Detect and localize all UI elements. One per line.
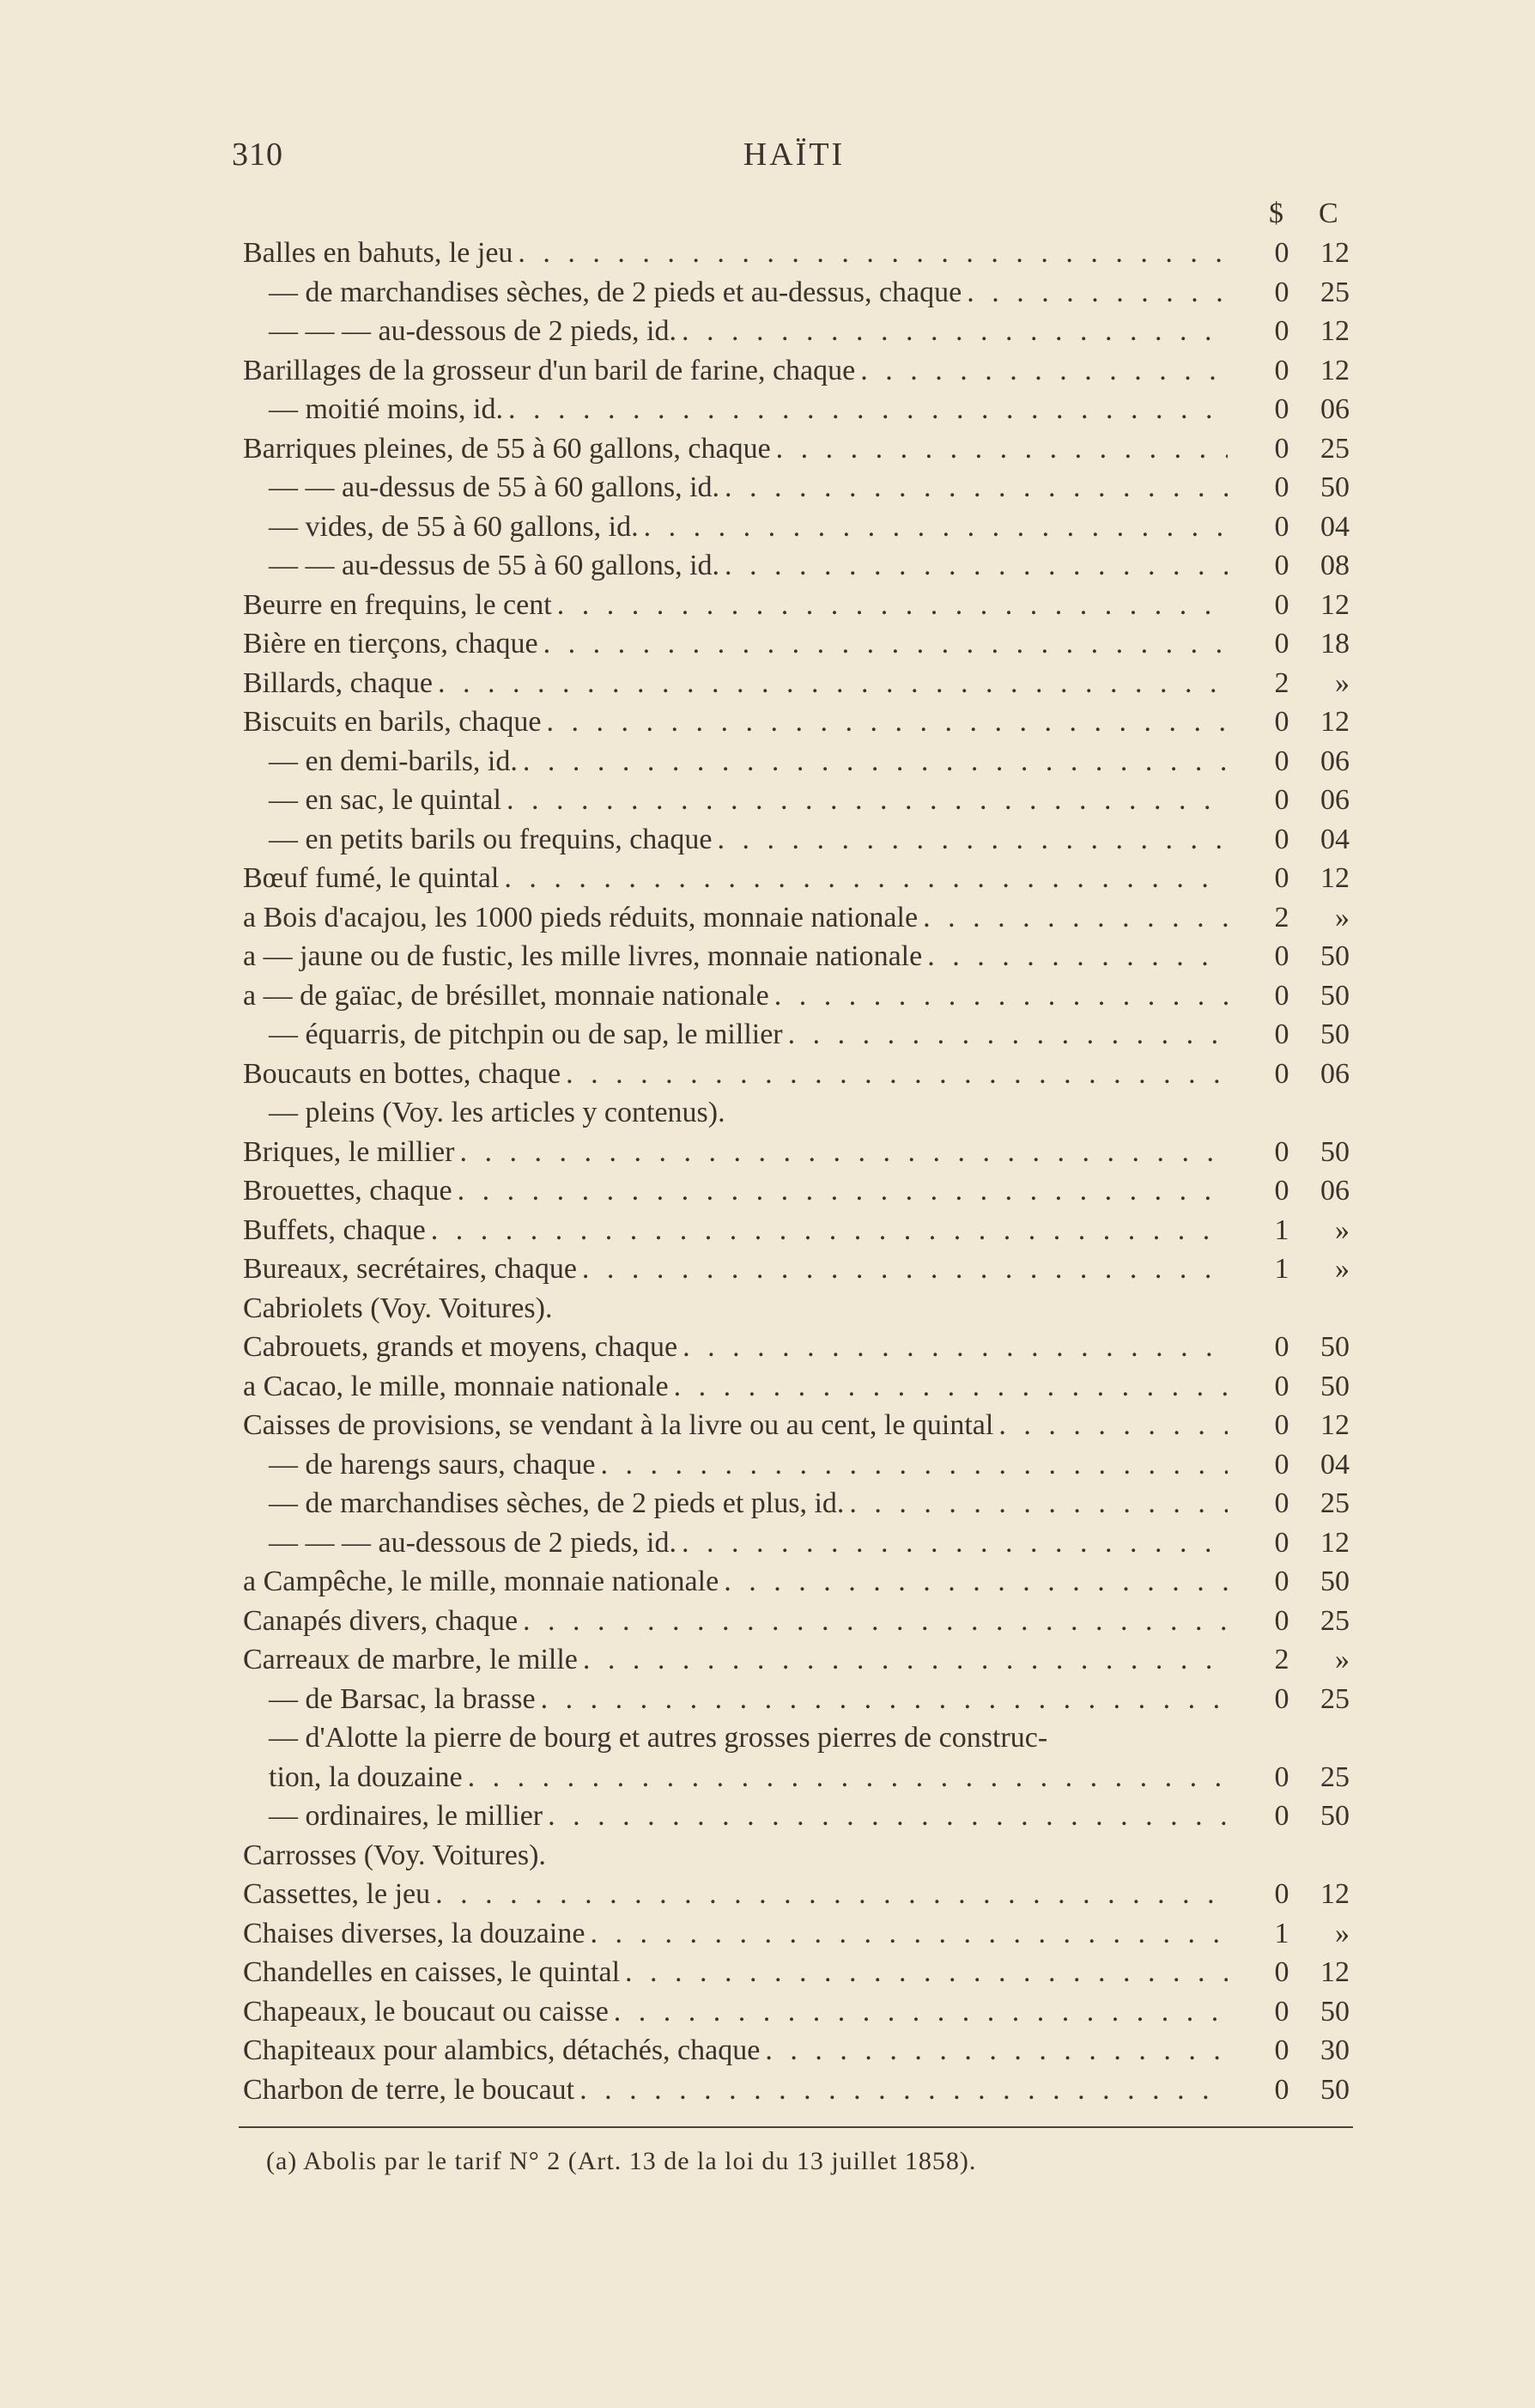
- tariff-item-label-wrap: [243, 781, 1228, 820]
- tariff-item-label: — en demi-barils, id.: [269, 745, 518, 777]
- page-number: 310: [232, 137, 283, 173]
- cents-value: 50: [1320, 471, 1350, 503]
- tariff-item-label-wrap: [243, 1055, 1228, 1094]
- tariff-item-label: — vides, de 55 à 60 gallons, id.: [269, 510, 639, 543]
- dollar-value: 0: [1274, 276, 1289, 308]
- leader-dots: [614, 1992, 1228, 2032]
- tariff-item-label-wrap: [243, 1250, 1228, 1289]
- tariff-row: [243, 2071, 1356, 2110]
- dollar-value: 0: [1274, 1409, 1289, 1441]
- leader-dots: [518, 234, 1228, 273]
- leader-dots: [682, 1523, 1228, 1563]
- tariff-item-label: Beurre en frequins, le cent: [243, 588, 552, 621]
- tariff-item-label: Charbon de terre, le boucaut: [243, 2073, 575, 2106]
- tariff-item-label-wrap: [243, 234, 1228, 273]
- tariff-item-label-wrap: [243, 898, 1228, 938]
- tariff-item-label: Brouettes, chaque: [243, 1175, 452, 1207]
- leader-dots: [927, 937, 1228, 976]
- dollar-value: 0: [1274, 2073, 1289, 2106]
- cents-value: 12: [1320, 1878, 1350, 1910]
- cents-value: 12: [1320, 315, 1350, 347]
- leader-dots: [435, 1875, 1228, 1914]
- tariff-item-label: — d'Alotte la pierre de bourg et autres grosses pierres de construc-: [269, 1722, 1048, 1754]
- tariff-item-label: — — au-dessus de 55 à 60 gallons, id.: [269, 471, 720, 503]
- leader-dots: [683, 1328, 1228, 1367]
- cents-value: 50: [1320, 2073, 1350, 2106]
- tariff-row: [243, 1758, 1356, 1797]
- dollar-value: 0: [1274, 1956, 1289, 1988]
- tariff-item-label: Bureaux, secrétaires, chaque: [243, 1253, 577, 1285]
- dollar-value: 0: [1274, 237, 1289, 269]
- tariff-item-label: a Cacao, le mille, monnaie nationale: [243, 1370, 669, 1402]
- tariff-item-label-wrap: [243, 702, 1228, 742]
- tariff-row: [243, 1133, 1356, 1172]
- leader-dots: [682, 312, 1228, 351]
- cents-value: 04: [1320, 1448, 1350, 1481]
- tariff-item-label: Balles en bahuts, le jeu: [243, 237, 513, 269]
- dollar-value: 0: [1274, 1526, 1289, 1559]
- tariff-list: [243, 234, 1356, 2109]
- cents-value: 50: [1320, 1566, 1350, 1597]
- leader-dots: [625, 1953, 1228, 1992]
- tariff-item-label-wrap: [243, 1562, 1228, 1602]
- leader-dots: [458, 1171, 1228, 1211]
- tariff-item-label: Bœuf fumé, le quintal: [243, 862, 500, 894]
- tariff-item-label: — pleins (Voy. les articles y contenus).: [269, 1097, 725, 1128]
- tariff-item-label: a Campêche, le mille, monnaie nationale: [243, 1566, 719, 1597]
- tariff-item-label-wrap: [243, 1289, 1228, 1329]
- leader-dots: [582, 1250, 1228, 1289]
- leader-dots: [998, 1406, 1228, 1445]
- tariff-row: [243, 1093, 1356, 1133]
- dollar-value: 0: [1274, 940, 1289, 972]
- tariff-item-label: Carrosses (Voy. Voitures).: [243, 1839, 546, 1871]
- leader-dots: [508, 390, 1228, 429]
- tariff-row: [243, 1836, 1356, 1876]
- tariff-item-label: Boucauts en bottes, chaque: [243, 1057, 561, 1090]
- cents-value: 08: [1320, 550, 1350, 581]
- tariff-item-label: Biscuits en barils, chaque: [243, 706, 542, 738]
- cents-value: 06: [1320, 1057, 1350, 1090]
- tariff-row: [243, 624, 1356, 664]
- tariff-item-label: Cabrouets, grands et moyens, chaque: [243, 1331, 678, 1363]
- dollar-value: 2: [1274, 901, 1289, 933]
- tariff-row: [243, 1875, 1356, 1914]
- dollar-value: 0: [1274, 393, 1289, 425]
- tariff-row: [243, 1171, 1356, 1211]
- cents-value: »: [1335, 901, 1350, 933]
- tariff-row: [243, 390, 1356, 429]
- tariff-row: [243, 234, 1356, 273]
- cents-value: 12: [1320, 588, 1350, 621]
- tariff-item-label-wrap: [243, 1015, 1228, 1055]
- dollar-value: 0: [1274, 471, 1289, 503]
- cents-value: »: [1335, 1213, 1350, 1246]
- tariff-item-label: — moitié moins, id.: [269, 393, 503, 425]
- tariff-item-label-wrap: [243, 1523, 1228, 1563]
- tariff-item-label: — de marchandises sèches, de 2 pieds et au-dessus, chaque: [269, 276, 962, 308]
- leader-dots: [438, 664, 1228, 703]
- tariff-row: [243, 1914, 1356, 1954]
- cents-value: 12: [1320, 706, 1350, 738]
- tariff-item-label-wrap: [243, 1211, 1228, 1250]
- cents-value: 50: [1320, 1135, 1350, 1168]
- tariff-item-label-wrap: [243, 1797, 1228, 1836]
- tariff-item-label-wrap: [243, 742, 1228, 781]
- leader-dots: [725, 468, 1228, 508]
- tariff-item-label-wrap: [243, 1602, 1228, 1641]
- dollar-value: 0: [1274, 1878, 1289, 1910]
- cents-value: 25: [1320, 276, 1350, 308]
- leader-dots: [590, 1914, 1228, 1954]
- cents-value: »: [1335, 1917, 1350, 1949]
- tariff-item-label: Briques, le millier: [243, 1135, 455, 1168]
- dollar-value: 2: [1274, 666, 1289, 699]
- tariff-item-label: Chaises diverses, la douzaine: [243, 1917, 585, 1949]
- leader-dots: [788, 1015, 1228, 1055]
- dollar-value: 0: [1274, 1604, 1289, 1637]
- cents-value: 25: [1320, 1604, 1350, 1637]
- leader-dots: [600, 1445, 1228, 1485]
- dollar-value: 0: [1274, 1487, 1289, 1519]
- dollar-value: 0: [1274, 1448, 1289, 1481]
- tariff-row: [243, 1992, 1356, 2032]
- tariff-row: [243, 1015, 1356, 1055]
- leader-dots: [504, 859, 1228, 898]
- dollar-value: 0: [1274, 1682, 1289, 1715]
- tariff-item-label: Buffets, chaque: [243, 1213, 426, 1246]
- tariff-item-label-wrap: [243, 859, 1228, 898]
- tariff-item-label: tion, la douzaine: [269, 1760, 463, 1793]
- tariff-item-label: a — jaune ou de fustic, les mille livres, monnaie nationale: [243, 940, 923, 972]
- tariff-item-label: Bière en tierçons, chaque: [243, 628, 538, 660]
- tariff-item-label-wrap: [243, 1680, 1228, 1719]
- tariff-row: [243, 1367, 1356, 1407]
- cents-value: 50: [1320, 940, 1350, 972]
- dollar-value: 0: [1274, 510, 1289, 543]
- cents-value: »: [1335, 1644, 1350, 1675]
- dollar-value: 0: [1274, 1760, 1289, 1793]
- dollar-value: 0: [1274, 354, 1289, 386]
- dollar-value: 1: [1274, 1917, 1289, 1949]
- tariff-row: [243, 1640, 1356, 1680]
- tariff-row: [243, 546, 1356, 586]
- leader-dots: [548, 1797, 1228, 1836]
- cents-value: 12: [1320, 354, 1350, 386]
- tariff-row: [243, 781, 1356, 820]
- leader-dots: [765, 2031, 1228, 2071]
- cents-value: 12: [1320, 1409, 1350, 1441]
- dollar-value: 0: [1274, 1995, 1289, 2028]
- tariff-item-label-wrap: [243, 546, 1228, 586]
- tariff-item-label: Cabriolets (Voy. Voitures).: [243, 1292, 553, 1324]
- leader-dots: [566, 1055, 1228, 1094]
- cents-value: 25: [1320, 1760, 1350, 1793]
- dollar-value: 0: [1274, 550, 1289, 581]
- running-title: HAÏTI: [743, 137, 846, 173]
- cents-value: 06: [1320, 745, 1350, 777]
- tariff-row: [243, 1250, 1356, 1289]
- leader-dots: [579, 2071, 1228, 2110]
- tariff-item-label: Chapiteaux pour alambics, détachés, chaque: [243, 2034, 761, 2066]
- footnote: (a) Abolis par le tarif N° 2 (Art. 13 de la loi du 13 juillet 1858).: [266, 2147, 977, 2175]
- leader-dots: [468, 1758, 1228, 1797]
- leader-dots: [776, 429, 1228, 469]
- tariff-row: [243, 312, 1356, 351]
- tariff-item-label: — en sac, le quintal: [269, 784, 501, 816]
- tariff-item-label-wrap: [243, 1953, 1228, 1992]
- leader-dots: [523, 1602, 1228, 1641]
- tariff-row: [243, 351, 1356, 391]
- tariff-item-label: Caisses de provisions, se vendant à la livre ou au cent, le quintal: [243, 1409, 994, 1441]
- tariff-item-label: Canapés divers, chaque: [243, 1604, 519, 1637]
- tariff-item-label-wrap: [243, 1133, 1228, 1172]
- tariff-item-label: — en petits barils ou frequins, chaque: [269, 823, 713, 855]
- tariff-item-label: — de marchandises sèches, de 2 pieds et plus, id.: [269, 1487, 845, 1519]
- tariff-row: [243, 429, 1356, 469]
- leader-dots: [546, 702, 1228, 742]
- cents-value: 50: [1320, 1370, 1350, 1402]
- leader-dots: [717, 820, 1228, 860]
- cents-value: »: [1335, 666, 1350, 699]
- leader-dots: [507, 781, 1228, 820]
- tariff-row: [243, 2031, 1356, 2071]
- tariff-item-label: — de harengs saurs, chaque: [269, 1448, 596, 1481]
- leader-dots: [674, 1367, 1228, 1407]
- tariff-row: [243, 859, 1356, 898]
- dollar-value: 0: [1274, 823, 1289, 855]
- cents-value: 50: [1320, 1019, 1350, 1050]
- tariff-row: [243, 1328, 1356, 1367]
- leader-dots: [725, 546, 1228, 586]
- tariff-item-label-wrap: [243, 1836, 1228, 1876]
- tariff-row: [243, 664, 1356, 703]
- cents-value: 25: [1320, 1487, 1350, 1519]
- leader-dots: [583, 1640, 1228, 1680]
- cents-value: 12: [1320, 862, 1350, 894]
- tariff-item-label-wrap: [243, 390, 1228, 429]
- dollar-value: 1: [1274, 1253, 1289, 1285]
- tariff-item-label-wrap: [243, 586, 1228, 625]
- tariff-row: [243, 937, 1356, 976]
- tariff-row: [243, 1523, 1356, 1563]
- dollar-value: 0: [1274, 745, 1289, 777]
- tariff-item-label-wrap: [243, 273, 1228, 313]
- tariff-row: [243, 1406, 1356, 1445]
- tariff-item-label: Chapeaux, le boucaut ou caisse: [243, 1995, 609, 2028]
- leader-dots: [557, 586, 1228, 625]
- leader-dots: [523, 742, 1228, 781]
- tariff-item-label-wrap: [243, 468, 1228, 508]
- tariff-item-label-wrap: [243, 2031, 1228, 2071]
- dollar-value: 0: [1274, 862, 1289, 894]
- tariff-item-label: — — au-dessus de 55 à 60 gallons, id.: [269, 550, 720, 581]
- tariff-item-label-wrap: [243, 1406, 1228, 1445]
- tariff-item-label-wrap: [243, 1093, 1228, 1133]
- tariff-row: [243, 508, 1356, 547]
- tariff-row: [243, 273, 1356, 313]
- tariff-row: [243, 1953, 1356, 1992]
- dollar-value: 0: [1274, 1331, 1289, 1363]
- tariff-row: [243, 1055, 1356, 1094]
- tariff-item-label: Barillages de la grosseur d'un baril de farine, chaque: [243, 354, 856, 386]
- dollar-value: 0: [1274, 1057, 1289, 1090]
- cents-value: 12: [1320, 1526, 1350, 1559]
- tariff-item-label-wrap: [243, 1171, 1228, 1211]
- leader-dots: [644, 508, 1228, 547]
- cents-value: 25: [1320, 1682, 1350, 1715]
- tariff-item-label: — — — au-dessous de 2 pieds, id.: [269, 315, 677, 347]
- dollar-value: 0: [1274, 1135, 1289, 1168]
- cents-value: 06: [1320, 784, 1350, 816]
- tariff-item-label: — ordinaires, le millier: [269, 1800, 543, 1832]
- leader-dots: [849, 1484, 1228, 1523]
- dollar-value: 0: [1274, 588, 1289, 621]
- tariff-item-label-wrap: [243, 312, 1228, 351]
- cents-value: 50: [1320, 1995, 1350, 2028]
- tariff-item-label-wrap: [243, 1640, 1228, 1680]
- leader-dots: [923, 898, 1228, 938]
- cents-value: 06: [1320, 1175, 1350, 1207]
- tariff-item-label-wrap: [243, 1875, 1228, 1914]
- tariff-item-label: a — de gaïac, de brésillet, monnaie nationale: [243, 979, 769, 1012]
- tariff-row: [243, 1484, 1356, 1523]
- cents-value: 25: [1320, 432, 1350, 465]
- cents-value: 18: [1320, 628, 1350, 660]
- tariff-item-label-wrap: [243, 820, 1228, 860]
- leader-dots: [967, 273, 1228, 313]
- leader-dots: [860, 351, 1228, 391]
- leader-dots: [774, 976, 1228, 1016]
- dollar-value: 0: [1274, 2034, 1289, 2066]
- tariff-item-label: Cassettes, le jeu: [243, 1878, 431, 1910]
- tariff-item-label-wrap: [243, 1758, 1228, 1797]
- tariff-item-label-wrap: [243, 508, 1228, 547]
- tariff-row: [243, 468, 1356, 508]
- cents-value: 50: [1320, 1331, 1350, 1363]
- dollar-column-header: $: [1269, 198, 1283, 229]
- tariff-item-label-wrap: [243, 1328, 1228, 1367]
- page-header: [232, 136, 1356, 179]
- dollar-value: 0: [1274, 315, 1289, 347]
- cents-value: 50: [1320, 979, 1350, 1012]
- tariff-item-label-wrap: [243, 1367, 1228, 1407]
- dollar-value: 0: [1274, 1800, 1289, 1832]
- leader-dots: [431, 1211, 1228, 1250]
- dollar-value: 0: [1274, 1566, 1289, 1597]
- cents-value: 30: [1320, 2034, 1350, 2066]
- tariff-row: [243, 1289, 1356, 1329]
- cents-value: 04: [1320, 510, 1350, 543]
- tariff-item-label: — — — au-dessous de 2 pieds, id.: [269, 1526, 677, 1559]
- tariff-item-label-wrap: [243, 2071, 1228, 2110]
- dollar-value: 0: [1274, 1175, 1289, 1207]
- tariff-item-label-wrap: [243, 937, 1228, 976]
- tariff-row: [243, 820, 1356, 860]
- dollar-value: 0: [1274, 784, 1289, 816]
- tariff-row: [243, 898, 1356, 938]
- tariff-item-label: Barriques pleines, de 55 à 60 gallons, chaque: [243, 432, 771, 465]
- cents-column-header: C: [1319, 198, 1338, 229]
- dollar-value: 0: [1274, 979, 1289, 1012]
- dollar-value: 1: [1274, 1213, 1289, 1246]
- cents-value: 12: [1320, 237, 1350, 269]
- tariff-item-label-wrap: [243, 1484, 1228, 1523]
- tariff-item-label-wrap: [243, 1992, 1228, 2032]
- tariff-row: [243, 1680, 1356, 1719]
- tariff-row: [243, 742, 1356, 781]
- tariff-item-label-wrap: [243, 1445, 1228, 1485]
- tariff-row: [243, 976, 1356, 1016]
- dollar-value: 0: [1274, 432, 1289, 465]
- tariff-row: [243, 1797, 1356, 1836]
- tariff-row: [243, 1445, 1356, 1485]
- dollar-value: 2: [1274, 1644, 1289, 1675]
- footnote-rule: [239, 2126, 1353, 2128]
- tariff-item-label: Chandelles en caisses, le quintal: [243, 1956, 621, 1988]
- tariff-item-label: — de Barsac, la brasse: [269, 1682, 536, 1715]
- tariff-row: [243, 1211, 1356, 1250]
- cents-value: 50: [1320, 1800, 1350, 1832]
- leader-dots: [459, 1133, 1228, 1172]
- tariff-row: [243, 1602, 1356, 1641]
- tariff-item-label-wrap: [243, 351, 1228, 391]
- leader-dots: [541, 1680, 1228, 1719]
- leader-dots: [543, 624, 1228, 664]
- cents-value: 12: [1320, 1956, 1350, 1988]
- tariff-item-label: — équarris, de pitchpin ou de sap, le millier: [269, 1019, 783, 1050]
- tariff-item-label-wrap: [243, 624, 1228, 664]
- tariff-row: [243, 586, 1356, 625]
- dollar-value: 0: [1274, 706, 1289, 738]
- tariff-item-label: Carreaux de marbre, le mille: [243, 1644, 578, 1675]
- cents-value: 04: [1320, 823, 1350, 855]
- tariff-row: [243, 702, 1356, 742]
- leader-dots: [724, 1562, 1228, 1602]
- dollar-value: 0: [1274, 1370, 1289, 1402]
- tariff-row: [243, 1718, 1356, 1758]
- tariff-item-label-wrap: [243, 1718, 1356, 1758]
- tariff-item-label: a Bois d'acajou, les 1000 pieds réduits, monnaie nationale: [243, 901, 919, 933]
- tariff-item-label-wrap: [243, 664, 1228, 703]
- dollar-value: 0: [1274, 628, 1289, 660]
- tariff-item-label: Billards, chaque: [243, 666, 433, 699]
- tariff-row: [243, 1562, 1356, 1602]
- tariff-item-label-wrap: [243, 1914, 1228, 1954]
- cents-value: 06: [1320, 393, 1350, 425]
- tariff-item-label-wrap: [243, 976, 1228, 1016]
- cents-value: »: [1335, 1253, 1350, 1285]
- dollar-value: 0: [1274, 1019, 1289, 1050]
- tariff-item-label-wrap: [243, 429, 1228, 469]
